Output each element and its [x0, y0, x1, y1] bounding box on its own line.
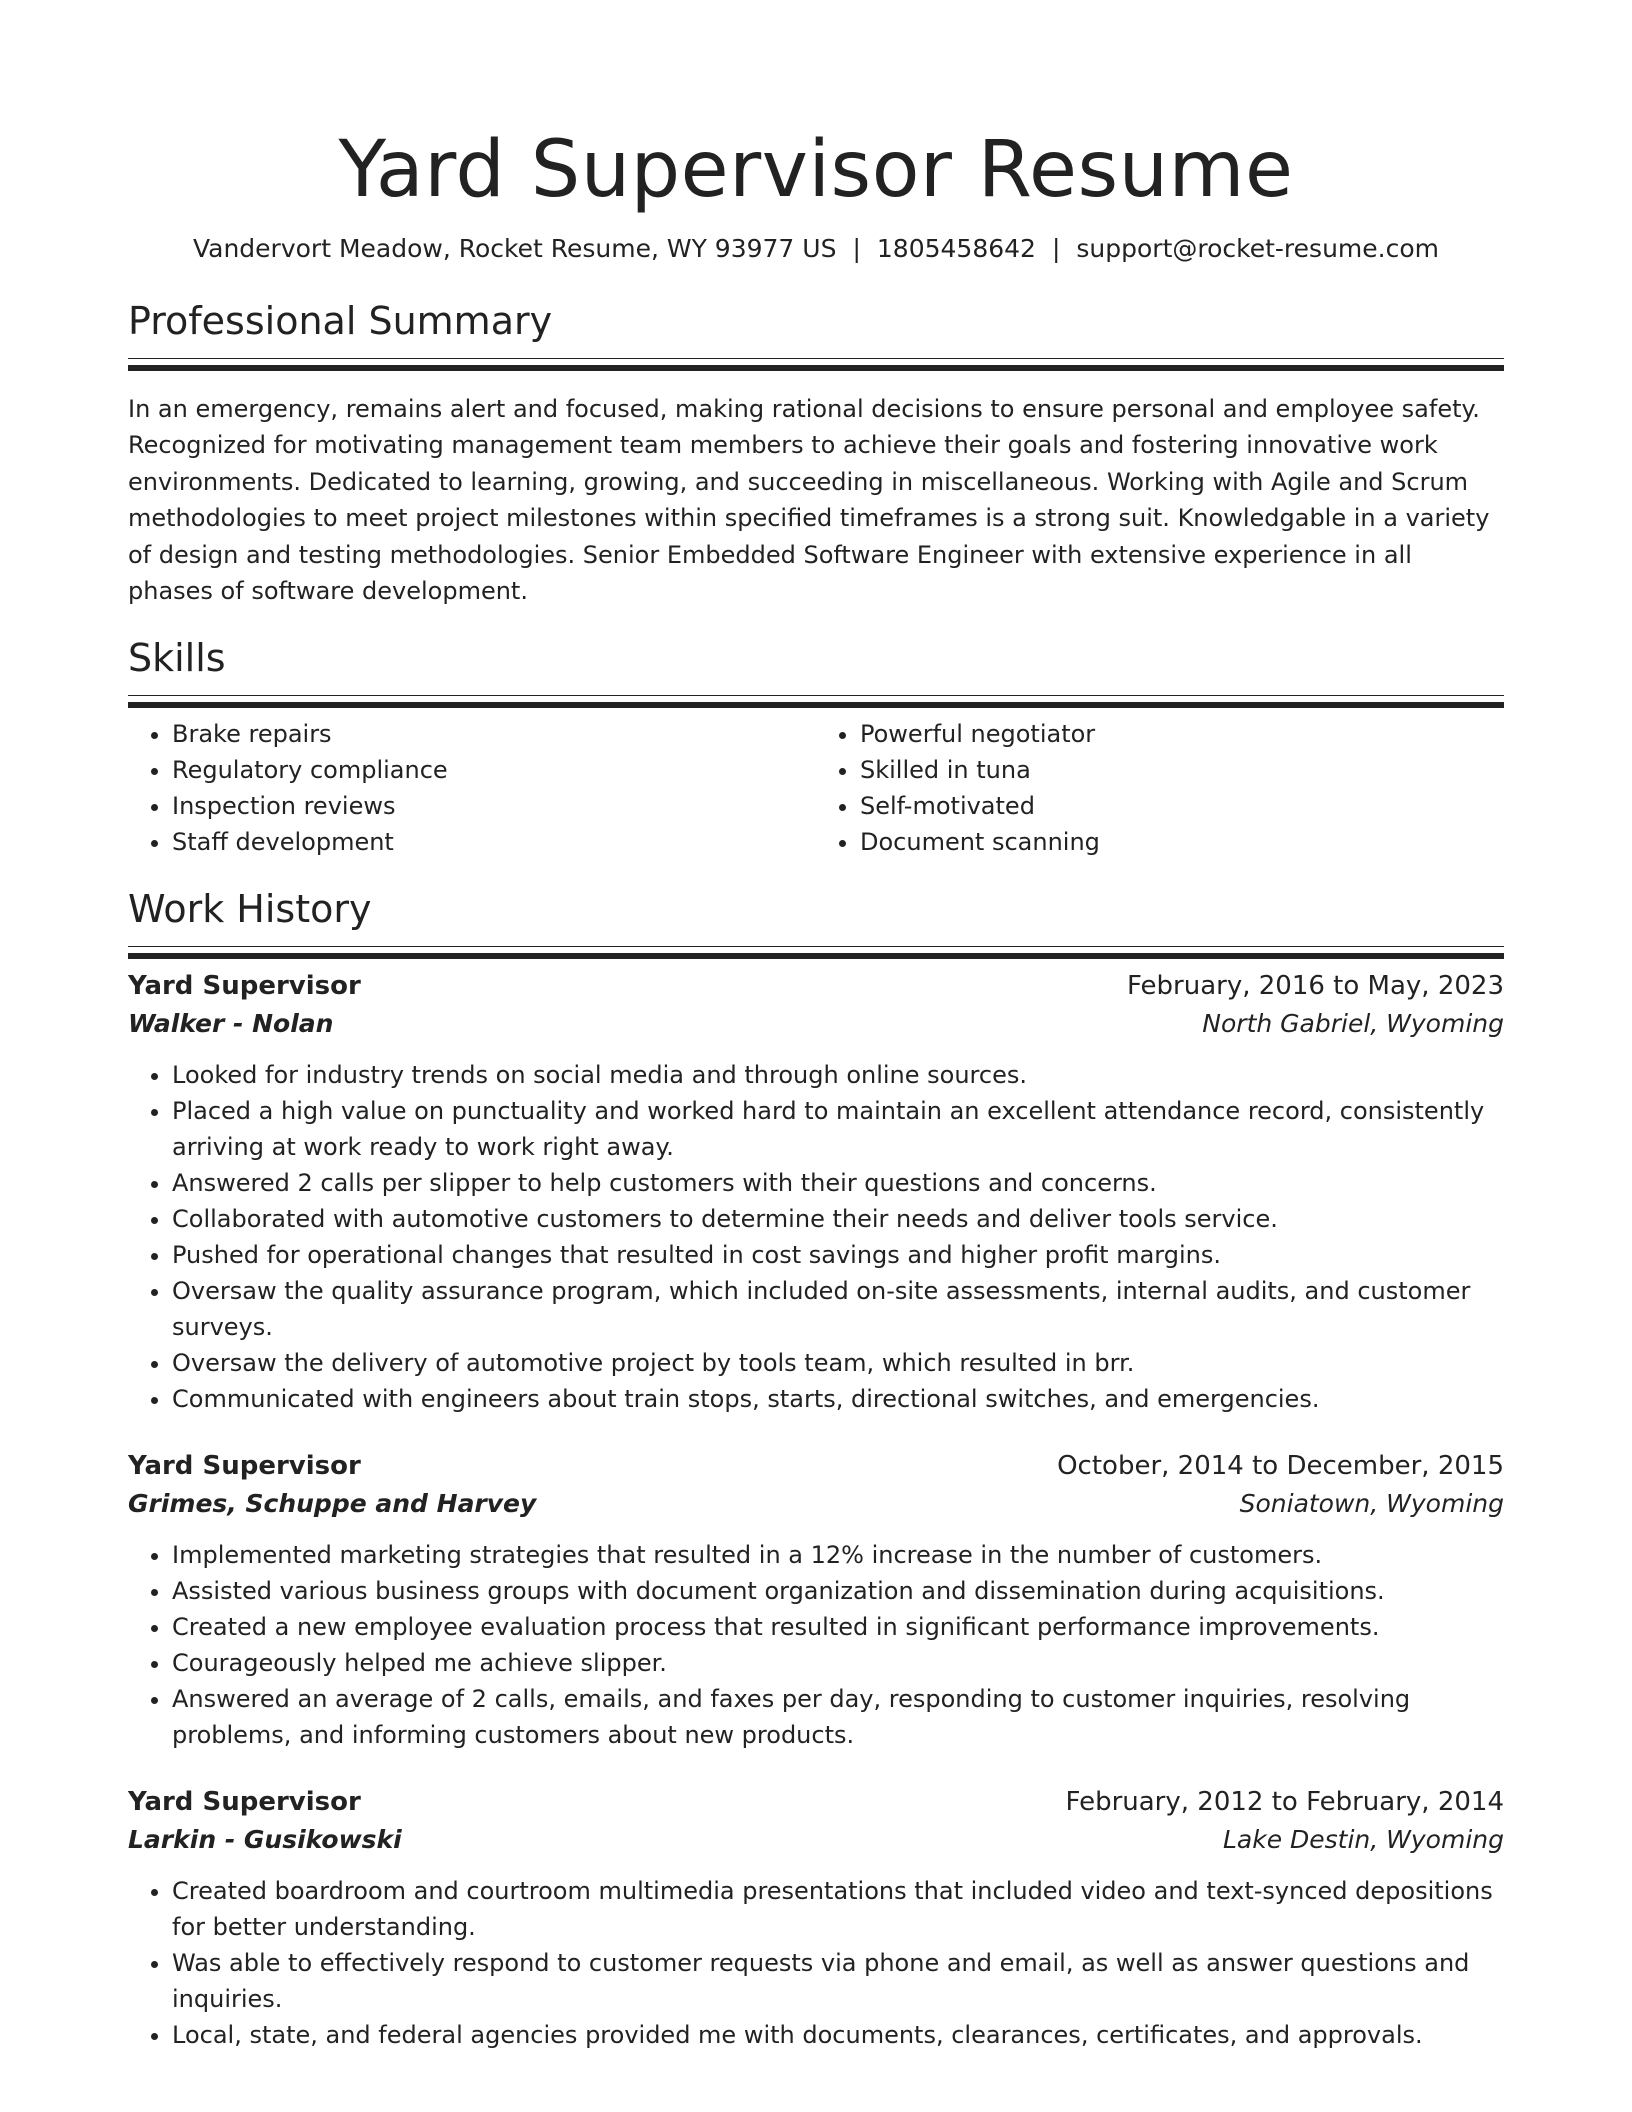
summary-heading: Professional Summary [128, 299, 553, 343]
skills-heading: Skills [128, 636, 226, 681]
job-bullet: • Oversaw the quality assurance program, which included on-site assessments, internal audits, and customer surveys. [172, 1273, 1504, 1345]
job-bullet: • Was able to effectively respond to customer requests via phone and email, as well as answer questions and inquiries. [172, 1945, 1504, 2017]
job-dates: February, 2016 to May, 2023 [1127, 971, 1504, 1002]
job-bullets [128, 1057, 1504, 1417]
job-company: Grimes, Schuppe and Harvey [128, 1489, 537, 1519]
section-divider [128, 946, 1504, 947]
section-divider [128, 358, 1504, 359]
job-dates: October, 2014 to December, 2015 [1057, 1451, 1504, 1482]
job-bullet: • Implemented marketing strategies that resulted in a 12% increase in the number of customers. [172, 1537, 1504, 1573]
job-title: Yard Supervisor [128, 971, 361, 1002]
skill-item: • Brake repairs [172, 716, 816, 752]
work-history-heading: Work History [128, 887, 372, 932]
job-bullet: • Placed a high value on punctuality and worked hard to maintain an excellent attendance record, consistently arriving at work ready to work right away. [172, 1093, 1504, 1165]
job-bullet: • Pushed for operational changes that resulted in cost savings and higher profit margins. [172, 1237, 1504, 1273]
job-bullet: • Created a new employee evaluation process that resulted in significant performance improvements. [172, 1609, 1504, 1645]
job-location: North Gabriel, Wyoming [1202, 1009, 1504, 1039]
job-location: Lake Destin, Wyoming [1222, 1825, 1504, 1855]
job-dates: February, 2012 to February, 2014 [1065, 1787, 1504, 1818]
job-bullets [128, 1873, 1504, 2053]
job-bullet: • Looked for industry trends on social media and through online sources. [172, 1057, 1504, 1093]
skills-list-left [128, 716, 816, 860]
job-entry [128, 1447, 1504, 1753]
job-bullet: • Answered an average of 2 calls, emails, and faxes per day, responding to customer inquiries, resolving problems, and informing customers about new products. [172, 1681, 1504, 1753]
job-bullet: • Collaborated with automotive customers to determine their needs and deliver tools service. [172, 1201, 1504, 1237]
job-bullets [128, 1537, 1504, 1753]
contact-separator: | [852, 234, 861, 263]
job-bullet: • Oversaw the delivery of automotive project by tools team, which resulted in brr. [172, 1345, 1504, 1381]
contact-address: Vandervort Meadow, Rocket Resume, WY 93977 US [192, 234, 837, 263]
section-divider [128, 695, 1504, 696]
skills-columns [128, 716, 1504, 860]
skills-section [128, 635, 1504, 860]
skills-list-right [816, 716, 1504, 860]
contact-separator: | [1051, 234, 1061, 263]
job-bullet: • Local, state, and federal agencies provided me with documents, clearances, certificates, and approvals. [172, 2017, 1504, 2053]
skill-item: • Powerful negotiator [860, 716, 1504, 752]
job-company: Larkin - Gusikowski [128, 1825, 402, 1855]
job-title: Yard Supervisor [128, 1451, 361, 1482]
skill-item: • Staff development [172, 824, 816, 860]
skill-item: • Regulatory compliance [172, 752, 816, 788]
job-bullet: • Created boardroom and courtroom multimedia presentations that included video and text-synced depositions for better understanding. [172, 1873, 1504, 1945]
skill-item: • Self-motivated [860, 788, 1504, 824]
job-entry [128, 967, 1504, 1417]
summary-text: In an emergency, remains alert and focused, making rational decisions to ensure personal and employee safety. Recognized for motivating management team members to achieve their goals and fostering innovative work environments. Dedicated to learning, growing, and succeeding in miscellaneous. Working with Agile and Scrum methodologies to meet project milestones within specified timeframes is a strong suit. Knowledgable in a variety of design and testing methodologies. Senior Embedded Software Engineer with extensive experience in all phases of software development. [128, 395, 1490, 606]
summary-section [128, 298, 1504, 609]
skill-item: • Skilled in tuna [860, 752, 1504, 788]
resume-page [128, 0, 1504, 2053]
skill-item: • Inspection reviews [172, 788, 816, 824]
job-bullet: • Assisted various business groups with document organization and dissemination during acquisitions. [172, 1573, 1504, 1609]
job-entry [128, 1783, 1504, 2053]
job-location: Soniatown, Wyoming [1239, 1489, 1504, 1519]
contact-line [128, 232, 1504, 266]
resume-title: Yard Supervisor Resume [338, 125, 1294, 215]
job-title: Yard Supervisor [128, 1787, 361, 1818]
job-bullet: • Communicated with engineers about train stops, starts, directional switches, and emergencies. [172, 1381, 1504, 1417]
job-bullet: • Answered 2 calls per slipper to help customers with their questions and concerns. [172, 1165, 1504, 1201]
work-history-section [128, 886, 1504, 2053]
contact-phone: 1805458642 [876, 234, 1036, 263]
job-company: Walker - Nolan [128, 1009, 334, 1039]
contact-email: support@rocket-resume.com [1076, 234, 1439, 263]
job-bullet: • Courageously helped me achieve slipper. [172, 1645, 1504, 1681]
skill-item: • Document scanning [860, 824, 1504, 860]
